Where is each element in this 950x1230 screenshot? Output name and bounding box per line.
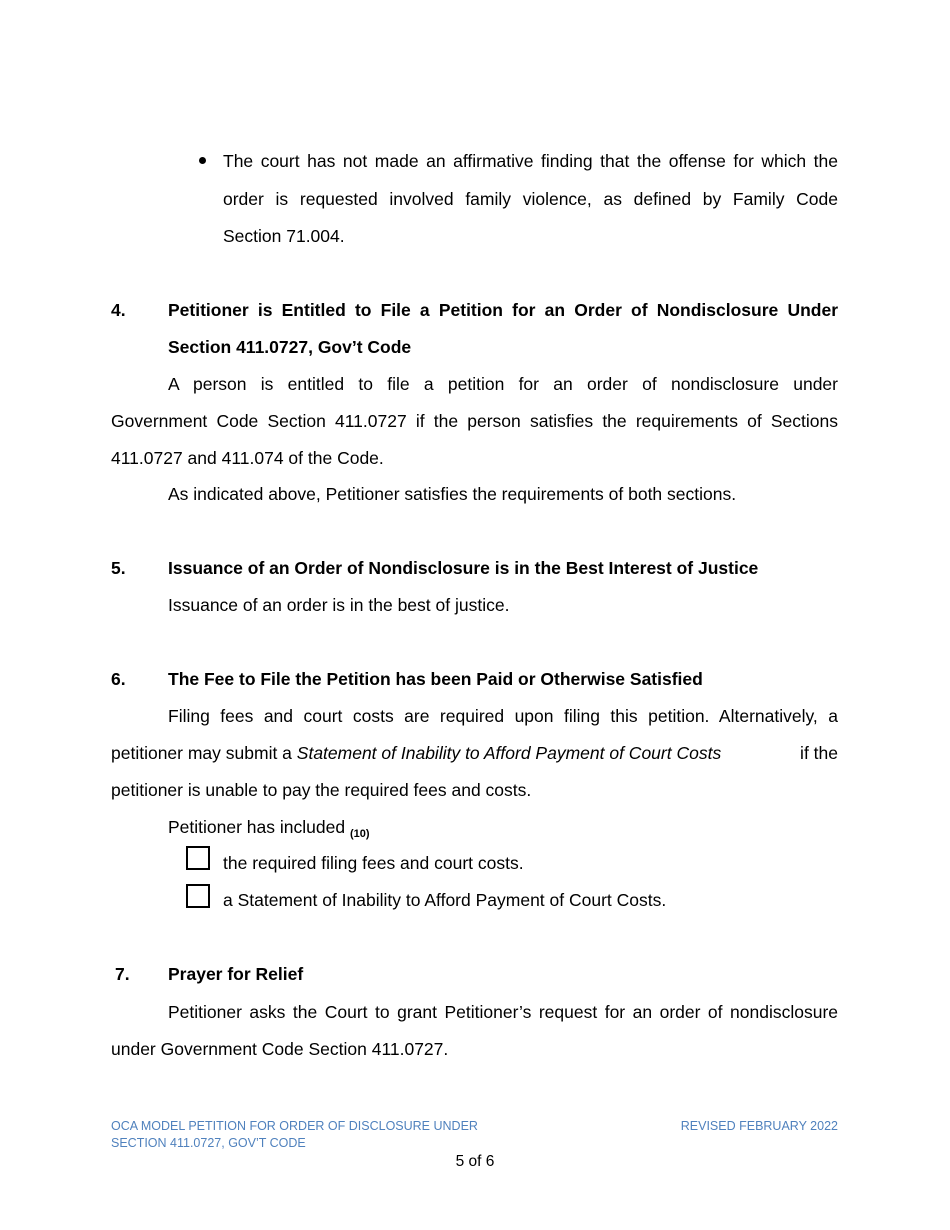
inability-statement-checkbox[interactable] — [186, 884, 210, 908]
bullet-line-2: order is requested involved family violence, as defined by Family Code — [223, 189, 838, 209]
section-4-para-1-line-2: Government Code Section 411.0727 if the person satisfies the requirements of Sections — [111, 411, 838, 431]
footer-left-line-1: OCA MODEL PETITION FOR ORDER OF DISCLOSURE UNDER — [111, 1119, 478, 1133]
section-6-heading: The Fee to File the Petition has been Paid or Otherwise Satisfied — [168, 669, 703, 689]
included-label — [168, 816, 370, 841]
inability-statement-option-label: a Statement of Inability to Afford Payment of Court Costs. — [223, 890, 667, 910]
section-6-para-line-2-rest — [297, 742, 838, 764]
included-note: (10) — [349, 828, 370, 840]
section-7-para-line-2: under Government Code Section 411.0727. — [111, 1039, 449, 1059]
section-7-number: 7. — [115, 964, 130, 984]
section-5-para: Issuance of an order is in the best of justice. — [168, 595, 510, 615]
section-6-number: 6. — [111, 669, 126, 689]
section-7-para-line-1: Petitioner asks the Court to grant Petitioner’s request for an order of nondisclosure — [168, 1002, 838, 1022]
fees-paid-option-label: the required filing fees and court costs. — [223, 853, 524, 873]
bullet-line-3: Section 71.004. — [223, 226, 345, 246]
section-6-para-line-2-post: if the — [795, 743, 838, 763]
section-4-heading-line-1: Petitioner is Entitled to File a Petition for an Order of Nondisclosure Under — [168, 300, 838, 320]
footer-left-line-2: SECTION 411.0727, GOV’T CODE — [111, 1136, 306, 1150]
page-number: 5 of 6 — [455, 1153, 495, 1170]
bullet-icon — [199, 157, 206, 164]
section-6-para-line-3: petitioner is unable to pay the required fees and costs. — [111, 780, 532, 800]
footer-left — [111, 1118, 478, 1152]
statement-title: Statement of Inability to Afford Payment of Court Costs — [296, 743, 722, 763]
bullet-line-1: The court has not made an affirmative finding that the offense for which the — [223, 151, 838, 171]
fees-paid-checkbox[interactable] — [186, 846, 210, 870]
section-4-para-1-line-3: 411.0727 and 411.074 of the Code. — [111, 448, 384, 468]
section-6-para-line-1: Filing fees and court costs are required upon filing this petition. Alternatively, a — [168, 706, 838, 726]
section-5-heading: Issuance of an Order of Nondisclosure is in the Best Interest of Justice — [168, 558, 759, 578]
section-4-para-1-line-1: A person is entitled to file a petition for an order of nondisclosure under — [168, 374, 838, 394]
section-6-para-line-2 — [111, 742, 838, 764]
section-4-heading-line-2: Section 411.0727, Gov’t Code — [168, 337, 412, 357]
section-4-para-2: As indicated above, Petitioner satisfies the requirements of both sections. — [168, 484, 737, 504]
section-4-number: 4. — [111, 300, 126, 320]
included-label-text: Petitioner has included — [168, 817, 346, 837]
section-5-number: 5. — [111, 558, 126, 578]
section-6-para-line-2-pre: petitioner may submit a — [111, 743, 297, 763]
section-7-heading: Prayer for Relief — [168, 964, 304, 984]
footer-revised: REVISED FEBRUARY 2022 — [680, 1119, 838, 1133]
